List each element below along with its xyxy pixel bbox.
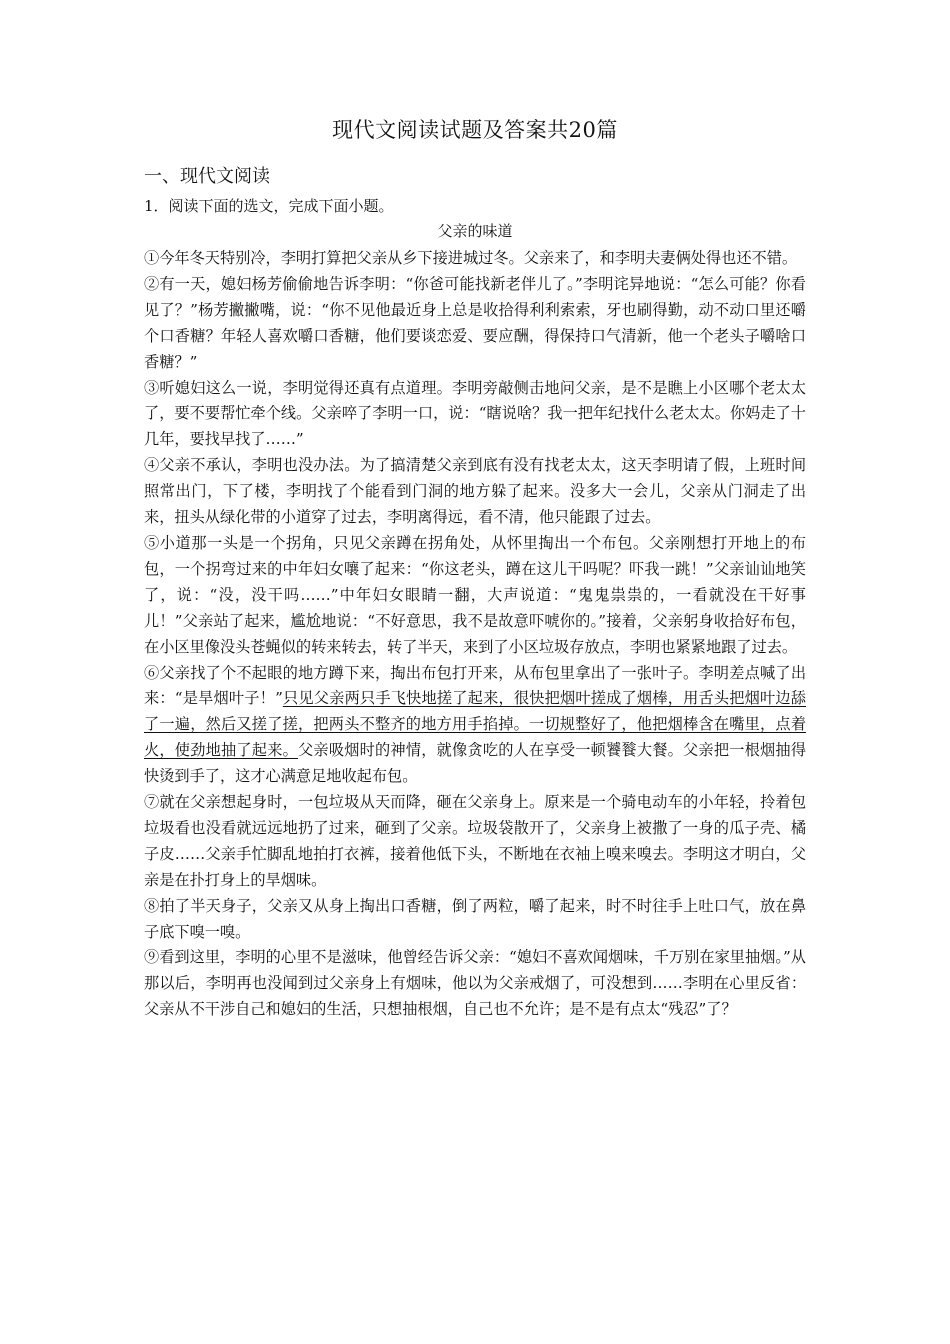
paragraph-8: ⑧拍了半天身子，父亲又从身上掏出口香糖，倒了两粒，嚼了起来，时不时往手上吐口气，放在鼻子底下嗅一嗅。 <box>144 896 806 941</box>
section-heading: 一、现代文阅读 <box>144 166 270 187</box>
paragraph-1: ①今年冬天特别冷，李明打算把父亲从乡下接进城过冬。父亲来了，和李明夫妻俩处得也还不错。 <box>144 249 798 267</box>
article-body <box>144 246 806 1023</box>
underlined-passage: 只见父亲两只手飞快地搓了起来，很快把烟叶搓成了烟棒，用舌头把烟叶边舔了一遍，然后又搓了搓，把两头不整齐的地方用手掐掉。一切规整好了，他把烟棒含在嘴里，点着火，使劲地抽了起来。 <box>144 689 806 760</box>
paragraph-7: ⑦就在父亲想起身时，一包垃圾从天而降，砸在父亲身上。原来是一个骑电动车的小年轻，拎着包垃圾看也没看就远远地扔了过来，砸到了父亲。垃圾袋散开了，父亲身上被撒了一身的瓜子壳、橘子皮……父亲手忙脚乱地拍打衣裤，接着他低下头，不断地在衣袖上嗅来嗅去。李明这才明白，父亲是在扑打身上的旱烟味。 <box>144 793 806 889</box>
article-title: 父亲的味道 <box>437 222 513 240</box>
paragraph-9: ⑨看到这里，李明的心里不是滋味，他曾经告诉父亲：“媳妇不喜欢闻烟味，千万别在家里抽烟。”从那以后，李明再也没闻到过父亲身上有烟味，他以为父亲戒烟了，可没想到……李明在心里反省：父亲从不干涉自己和媳妇的生活，只想抽根烟，自己也不允许；是不是有点太“残忍”了？ <box>144 948 806 1019</box>
paragraph-6 <box>144 661 806 791</box>
document-title: 现代文阅读试题及答案共20篇 <box>332 118 618 142</box>
paragraph-2: ②有一天，媳妇杨芳偷偷地告诉李明：“你爸可能找新老伴儿了。”李明诧异地说：“怎么可能？你看见了？”杨芳撇撇嘴，说：“你不见他最近身上总是收拾得利利索索，牙也刷得勤，动不动口里还嚼个口香糖？年轻人喜欢嚼口香糖，他们要谈恋爱、要应酬，得保持口气清新，他一个老头子嚼啥口香糖？” <box>144 274 806 371</box>
question-prompt: 1．阅读下面的选文，完成下面小题。 <box>144 197 394 215</box>
paragraph-6-lead: ⑥父亲找了个不起眼的地方蹲下来，掏出布包打开来，从布包里拿出了一张叶子。李明差点喊了出来：“是旱烟叶子！” <box>144 663 806 708</box>
paragraph-4: ④父亲不承认，李明也没办法。为了搞清楚父亲到底有没有找老太太，这天李明请了假，上班时间照常出门，下了楼，李明找了个能看到门洞的地方躲了起来。没多大一会儿，父亲从门洞走了出来，扭头从绿化带的小道穿了过去，李明离得远，看不清，他只能跟了过去。 <box>144 456 806 527</box>
paragraph-6-tail: 父亲吸烟时的神情，就像贪吃的人在享受一顿饕餮大餐。父亲把一根烟抽得快烫到手了，这才心满意足地收起布包。 <box>144 741 807 786</box>
paragraph-3: ③听媳妇这么一说，李明觉得还真有点道理。李明旁敲侧击地问父亲，是不是瞧上小区哪个老太太了，要不要帮忙牵个线。父亲啐了李明一口，说：“瞎说啥？我一把年纪找什么老太太。你妈走了十几年，要找早找了……” <box>144 378 806 449</box>
paragraph-5: ⑤小道那一头是一个拐角，只见父亲蹲在拐角处，从怀里掏出一个布包。父亲刚想打开地上的布包，一个拐弯过来的中年妇女嚷了起来：“你这老头，蹲在这儿干吗呢？吓我一跳！”父亲讪讪地笑了，说：“没，没干吗……”中年妇女眼睛一翻，大声说道：“鬼鬼祟祟的，一看就没在干好事儿！”父亲站了起来，尴尬地说：“不好意思，我不是故意吓唬你的。”接着，父亲躬身收拾好布包，在小区里像没头苍蝇似的转来转去，转了半天，来到了小区垃圾存放点，李明也紧紧地跟了过去。 <box>144 533 806 656</box>
